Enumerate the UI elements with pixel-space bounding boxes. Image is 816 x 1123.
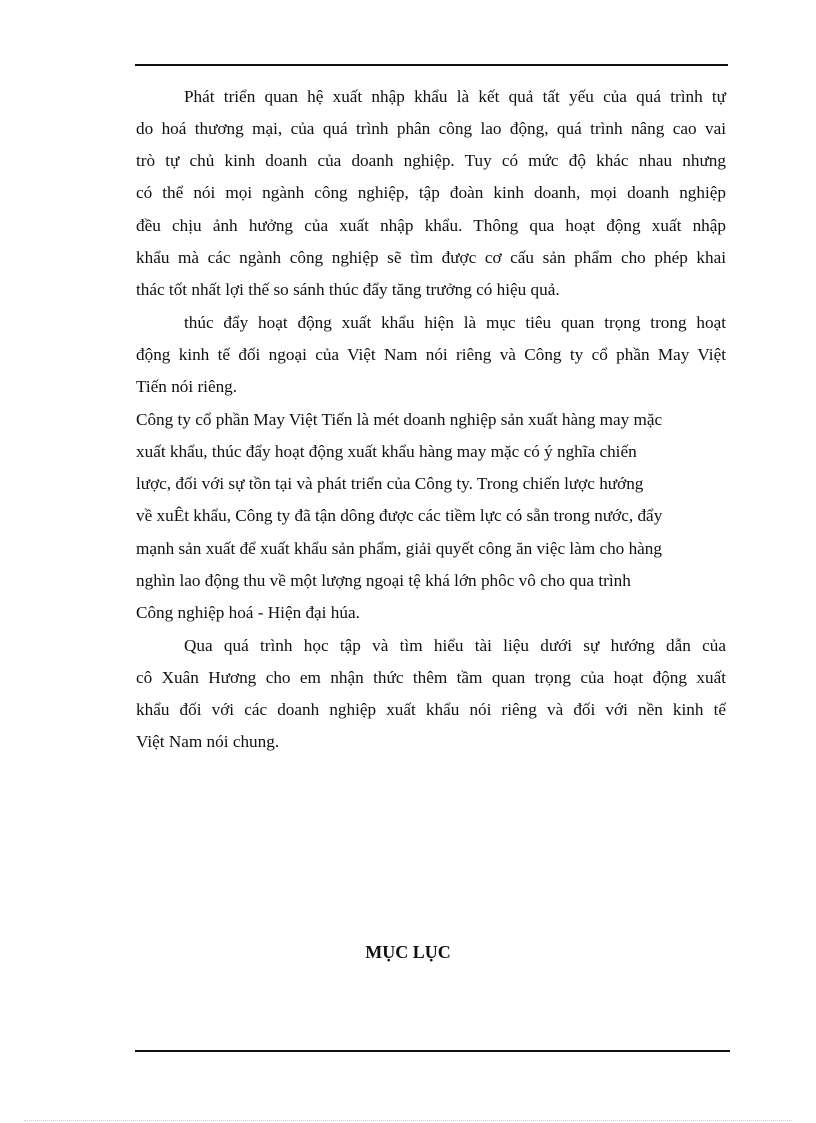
paragraph-3-line-6: nghìn lao động thu về một lượng ngoại tệ khá lớn phôc vô cho qua trình: [136, 571, 631, 590]
paragraph-3-line-2: xuất khẩu, thúc đẩy hoạt động xuất khẩu hàng may mặc có ý nghĩa chiến: [136, 442, 637, 461]
paragraph-3-line-5: mạnh sản xuất để xuất khẩu sản phẩm, giải quyết công ăn việc làm cho hàng: [136, 539, 662, 558]
paragraph-1-line-3: trò tự chủ kinh doanh của doanh nghiệp. Tuy có mức độ khác nhau nhưng: [136, 151, 726, 170]
paragraph-1-line-4: có thể nói mọi ngành công nghiệp, tập đoàn kinh doanh, mọi doanh nghiệp: [136, 183, 726, 202]
paragraph-4-line-1: Qua quá trình học tập và tìm hiểu tài liệu dưới sự hướng dẫn của: [184, 636, 726, 655]
paragraph-2-line-2: động kinh tế đối ngoại của Việt Nam nói riêng và Công ty cổ phần May Việt: [136, 345, 726, 364]
paragraph-1-line-2: do hoá thương mại, của quá trình phân công lao động, quá trình nâng cao vai: [136, 119, 726, 138]
header-rule: [135, 64, 728, 66]
paragraph-1-line-7: thác tốt nhất lợi thế so sánh thúc đẩy tăng trưởng có hiệu quả.: [136, 280, 560, 299]
paragraph-3-line-3: lược, đối với sự tồn tại và phát triển của Công ty. Trong chiến lược hướng: [136, 474, 644, 493]
paragraph-1-line-1: Phát triển quan hệ xuất nhập khẩu là kết quả tất yếu của quá trình tự: [184, 87, 726, 106]
paragraph-3-line-4: về xuÊt khẩu, Công ty đã tận dông được các tiềm lực có sẵn trong nước, đẩy: [136, 506, 663, 525]
paragraph-4-line-4: Việt Nam nói chung.: [136, 732, 280, 751]
page-edge-dotted-line: [24, 1120, 792, 1121]
paragraph-1-line-5: đều chịu ảnh hưởng của xuất nhập khẩu. Thông qua hoạt động xuất nhập: [136, 216, 726, 235]
footer-rule: [135, 1050, 730, 1052]
table-of-contents-heading: MỤC LỤC: [365, 942, 451, 962]
paragraph-3-line-1: Công ty cổ phần May Việt Tiến là mét doanh nghiệp sản xuất hàng may mặc: [136, 410, 663, 429]
paragraph-4-line-3: khẩu đối với các doanh nghiệp xuất khẩu nói riêng và đối với nền kinh tế: [136, 700, 726, 719]
paragraph-3-line-7: Công nghiệp hoá - Hiện đại húa.: [136, 603, 360, 622]
paragraph-2-line-1: thúc đẩy hoạt động xuất khẩu hiện là mục tiêu quan trọng trong hoạt: [184, 313, 726, 332]
paragraph-4-line-2: cô Xuân Hương cho em nhận thức thêm tầm quan trọng của hoạt động xuất: [136, 668, 726, 687]
paragraph-2-line-3: Tiến nói riêng.: [136, 377, 238, 396]
paragraph-1-line-6: khẩu mà các ngành công nghiệp sẽ tìm được cơ cấu sản phẩm cho phép khai: [136, 248, 726, 267]
